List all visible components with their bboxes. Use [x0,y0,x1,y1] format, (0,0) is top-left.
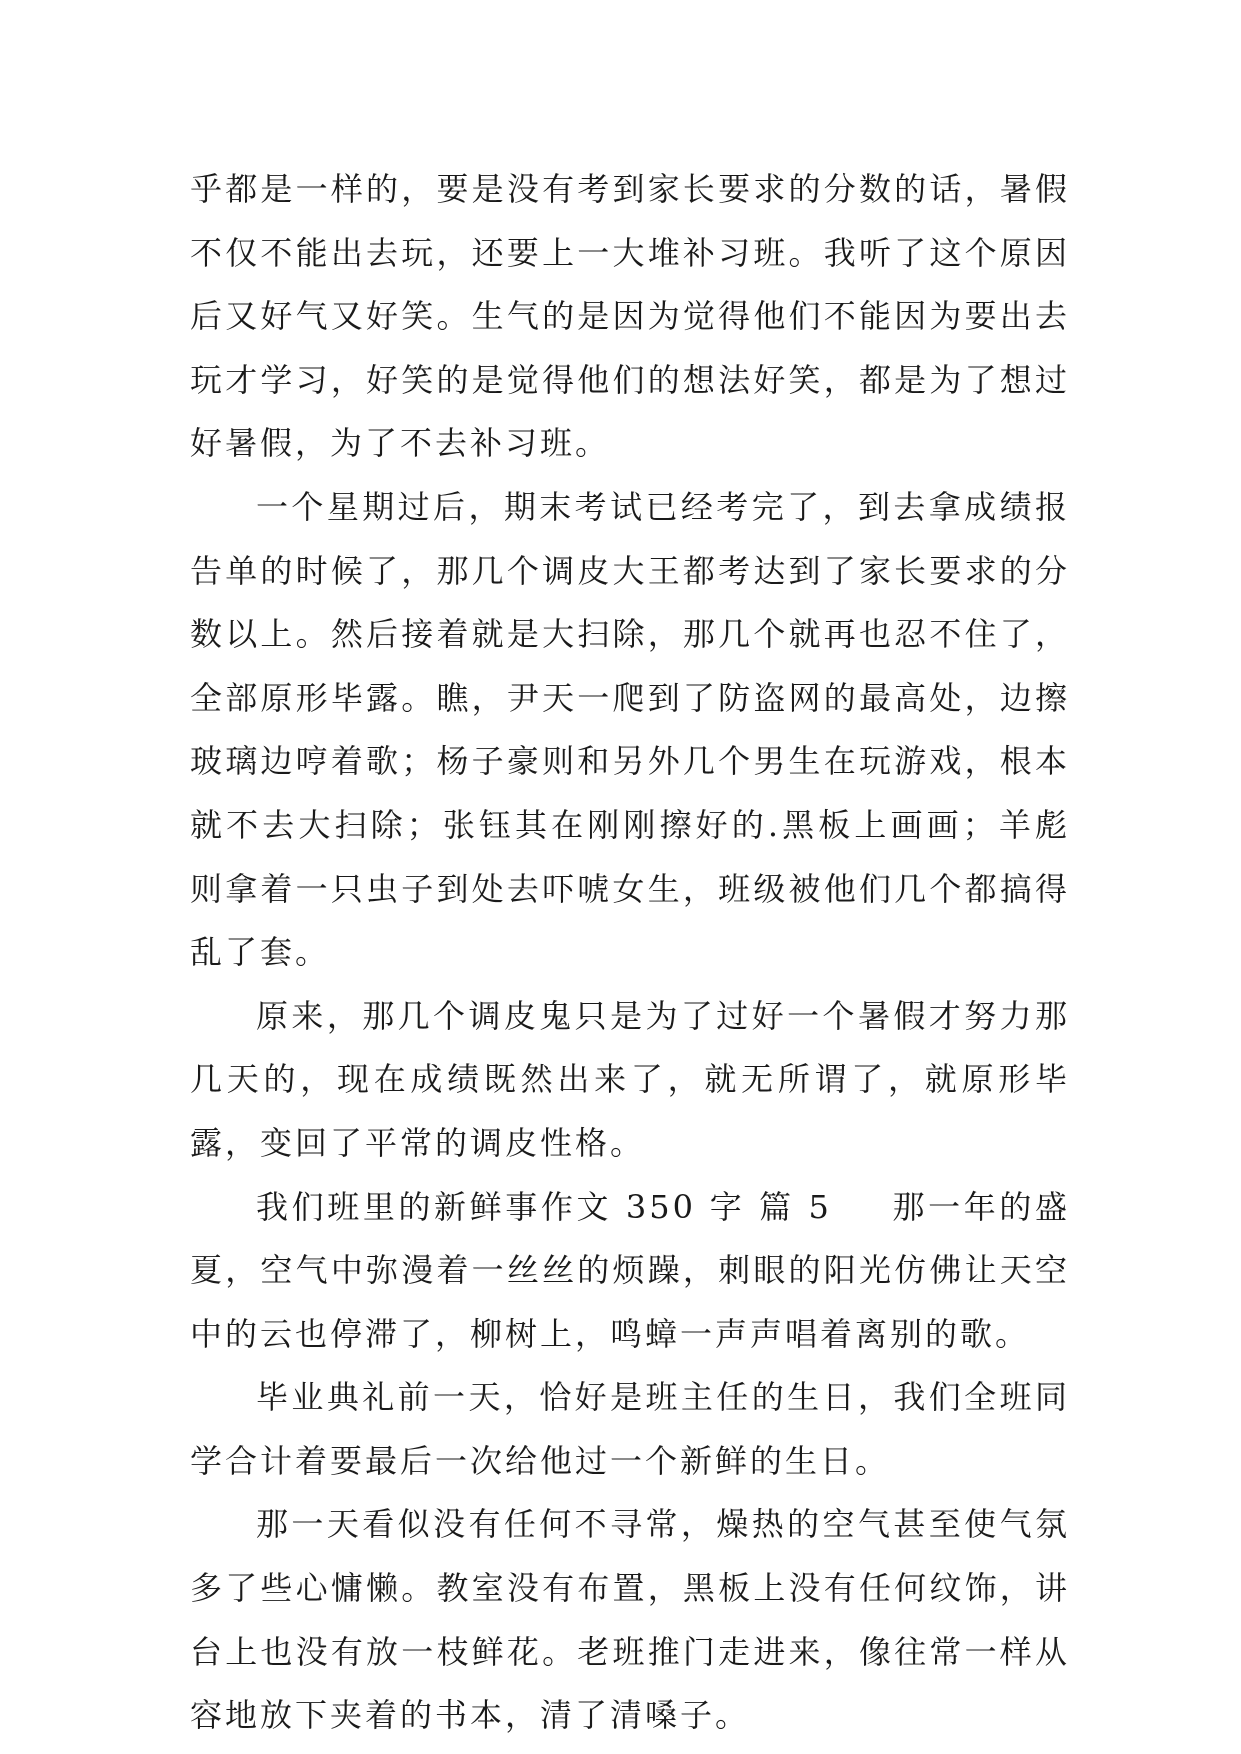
section-heading: 我们班里的新鲜事作文 350 字 篇 5 [256,1187,832,1226]
document-body [190,158,1070,1748]
paragraph-4 [190,1176,1070,1367]
paragraph-4-text: 那一年的盛夏，空气中弥漫着一丝丝的烦躁，刺眼的阳光仿佛让天空中的云也停滞了，柳树上，鸣蟑一声声唱着离别的歌。 [190,1187,1070,1353]
paragraph-1: 乎都是一样的，要是没有考到家长要求的分数的话，暑假不仅不能出去玩，还要上一大堆补习班。我听了这个原因后又好气又好笑。生气的是因为觉得他们不能因为要出去玩才学习，好笑的是觉得他们的想法好笑，都是为了想过好暑假，为了不去补习班。 [190,170,1070,463]
paragraph-6: 那一天看似没有任何不寻常，燥热的空气甚至使气氛多了些心慵懒。教室没有布置，黑板上没有任何纹饰，讲台上也没有放一枝鲜花。老班推门走进来，像往常一样从容地放下夹着的书本，清了清嗓子。 [190,1505,1070,1735]
paragraph-3: 原来，那几个调皮鬼只是为了过好一个暑假才努力那几天的，现在成绩既然出来了，就无所谓了，就原形毕露，变回了平常的调皮性格。 [190,996,1070,1162]
paragraph-5: 毕业典礼前一天，恰好是班主任的生日，我们全班同学合计着要最后一次给他过一个新鲜的生日。 [190,1378,1070,1480]
paragraph-2: 一个星期过后，期末考试已经考完了，到去拿成绩报告单的时候了，那几个调皮大王都考达到了家长要求的分数以上。然后接着就是大扫除，那几个就再也忍不住了，全部原形毕露。瞧，尹天一爬到了防盗网的最高处，边擦玻璃边哼着歌；杨子豪则和另外几个男生在玩游戏，根本就不去大扫除；张钰其在刚刚擦好的.黑板上画画；羊彪则拿着一只虫子到处去吓唬女生，班级被他们几个都搞得乱了套。 [190,487,1070,972]
